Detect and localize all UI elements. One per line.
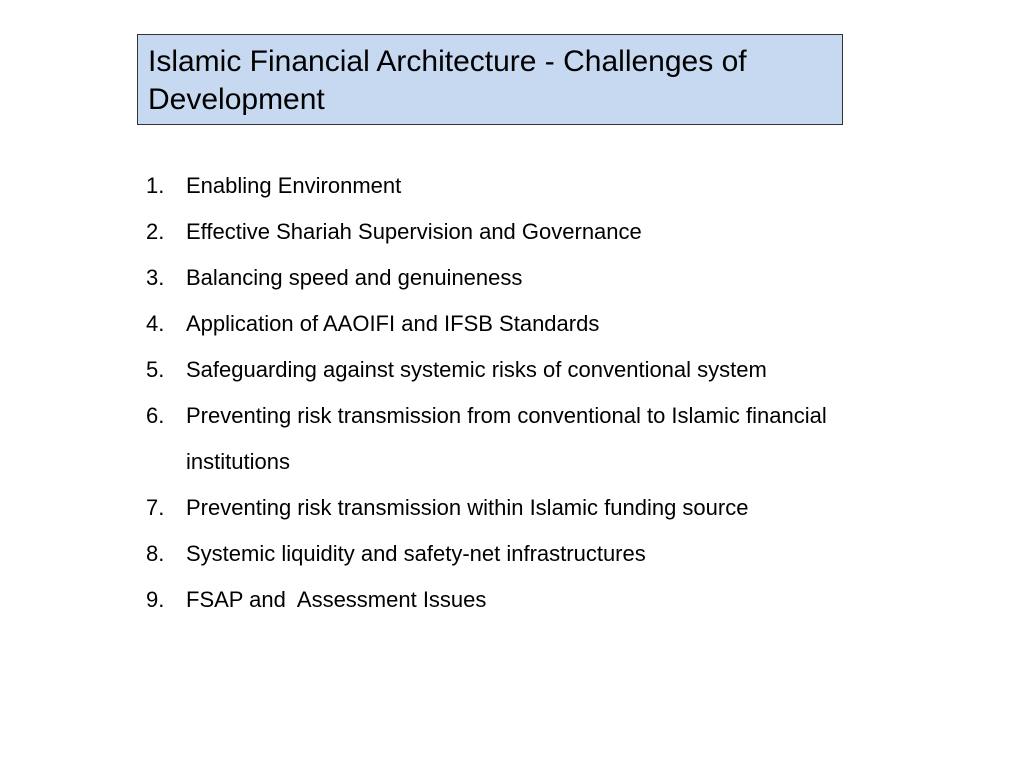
list-item-number: 4. [146,311,165,336]
list-item-number: 3. [146,265,165,290]
challenges-list [146,163,846,623]
list-item-text: Safeguarding against systemic risks of conventional system [186,357,767,382]
list-item-text: Systemic liquidity and safety-net infrastructures [186,541,646,566]
list-item [146,393,846,485]
list-item [146,301,846,347]
slide-title: Islamic Financial Architecture - Challenges of Development [148,45,747,116]
list-item-text: FSAP and Assessment Issues [186,587,487,612]
list-item-text: Preventing risk transmission within Islamic funding source [186,495,749,520]
list-item-number: 8. [146,541,165,566]
list-item-text: Effective Shariah Supervision and Governance [186,219,642,244]
list-item-number: 2. [146,219,165,244]
list-item-number: 5. [146,357,165,382]
list-item [146,531,846,577]
list-item-number: 9. [146,587,165,612]
list-item [146,163,846,209]
list-item-number: 1. [146,173,165,198]
list-item-text: Enabling Environment [186,173,402,198]
list-item [146,485,846,531]
list-item-number: 6. [146,403,165,428]
list-item-number: 7. [146,495,165,520]
list-item [146,577,846,623]
list-item-text: Application of AAOIFI and IFSB Standards [186,311,600,336]
title-box [137,34,843,125]
list-item [146,347,846,393]
list-item [146,209,846,255]
list-item-text: Balancing speed and genuineness [186,265,523,290]
list-item [146,255,846,301]
list-item-text: Preventing risk transmission from conventional to Islamic financial institutions [186,403,827,474]
